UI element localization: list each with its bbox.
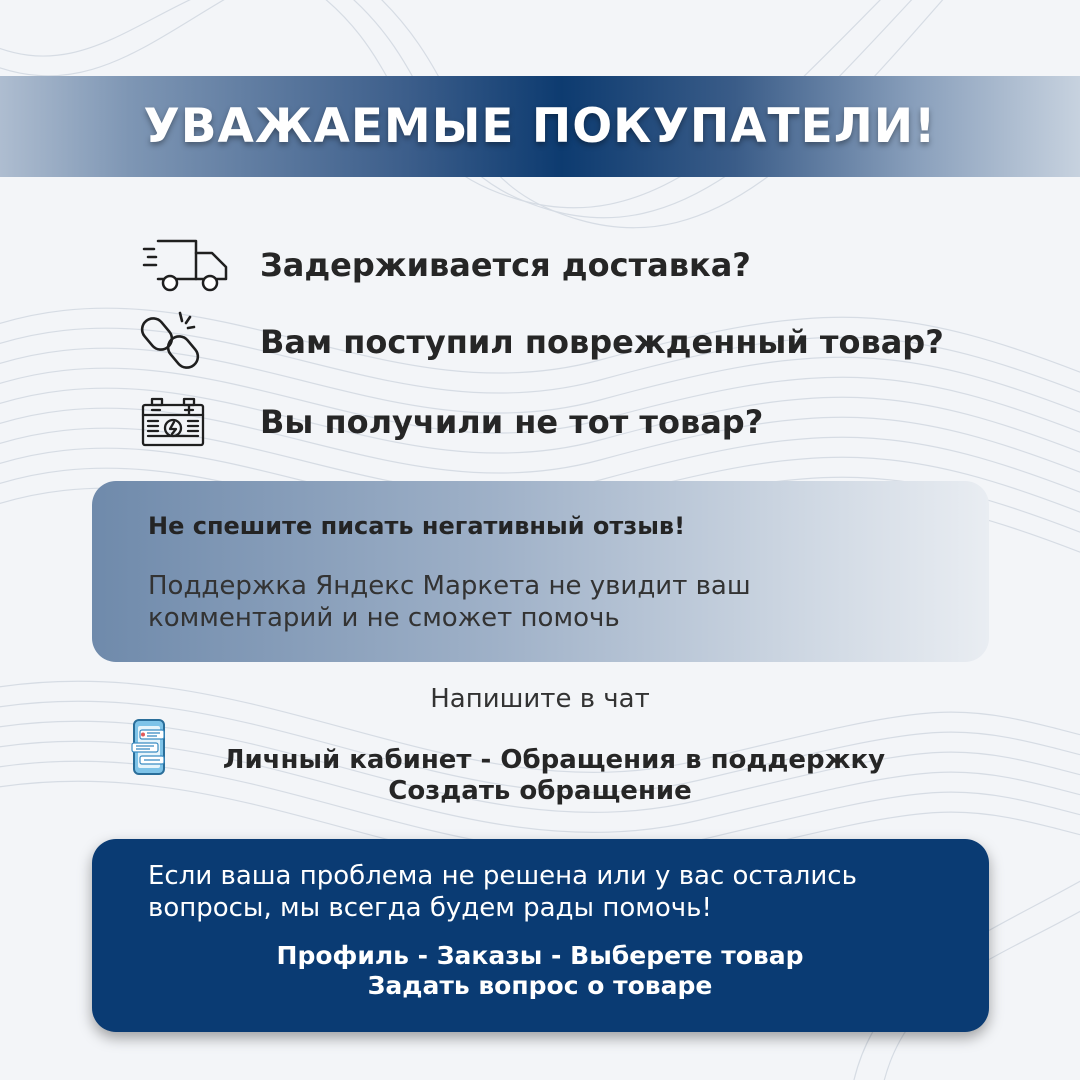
chat-label: Напишите в чат: [430, 684, 650, 714]
truck-icon: [140, 230, 240, 300]
warning-card-body: [148, 570, 968, 634]
help-path-line-1: Профиль - Заказы - Выберете товар: [276, 941, 804, 970]
question-wrong-item-text: Вы получили не тот товар?: [260, 403, 764, 441]
broken-chain-icon: [140, 307, 240, 377]
question-row-damaged: [140, 307, 1040, 377]
warning-card-title: Не спешите писать негативный отзыв!: [148, 512, 686, 540]
question-damaged-text: Вам поступил поврежденный товар?: [260, 323, 944, 361]
help-card-line-2: вопросы, мы всегда будем рады помочь!: [148, 893, 712, 923]
help-path-line-2: Задать вопрос о товаре: [367, 971, 713, 1000]
battery-icon: [140, 387, 240, 457]
warning-card-line-2: комментарий и не сможет помочь: [148, 603, 620, 633]
chat-path-line-1: Личный кабинет - Обращения в поддержку: [222, 745, 886, 775]
question-row-wrong-item: [140, 387, 1040, 457]
warning-card-line-1: Поддержка Яндекс Маркета не увидит ваш: [148, 571, 751, 601]
question-row-delivery: [140, 230, 1040, 300]
question-delivery-text: Задерживается доставка?: [260, 246, 751, 284]
chat-path-line-2: Создать обращение: [388, 776, 692, 806]
help-card-line-1: Если ваша проблема не решена или у вас остались: [148, 861, 857, 891]
page-title: УВАЖАЕМЫЕ ПОКУПАТЕЛИ!: [143, 99, 937, 154]
help-card-body: [148, 860, 968, 924]
